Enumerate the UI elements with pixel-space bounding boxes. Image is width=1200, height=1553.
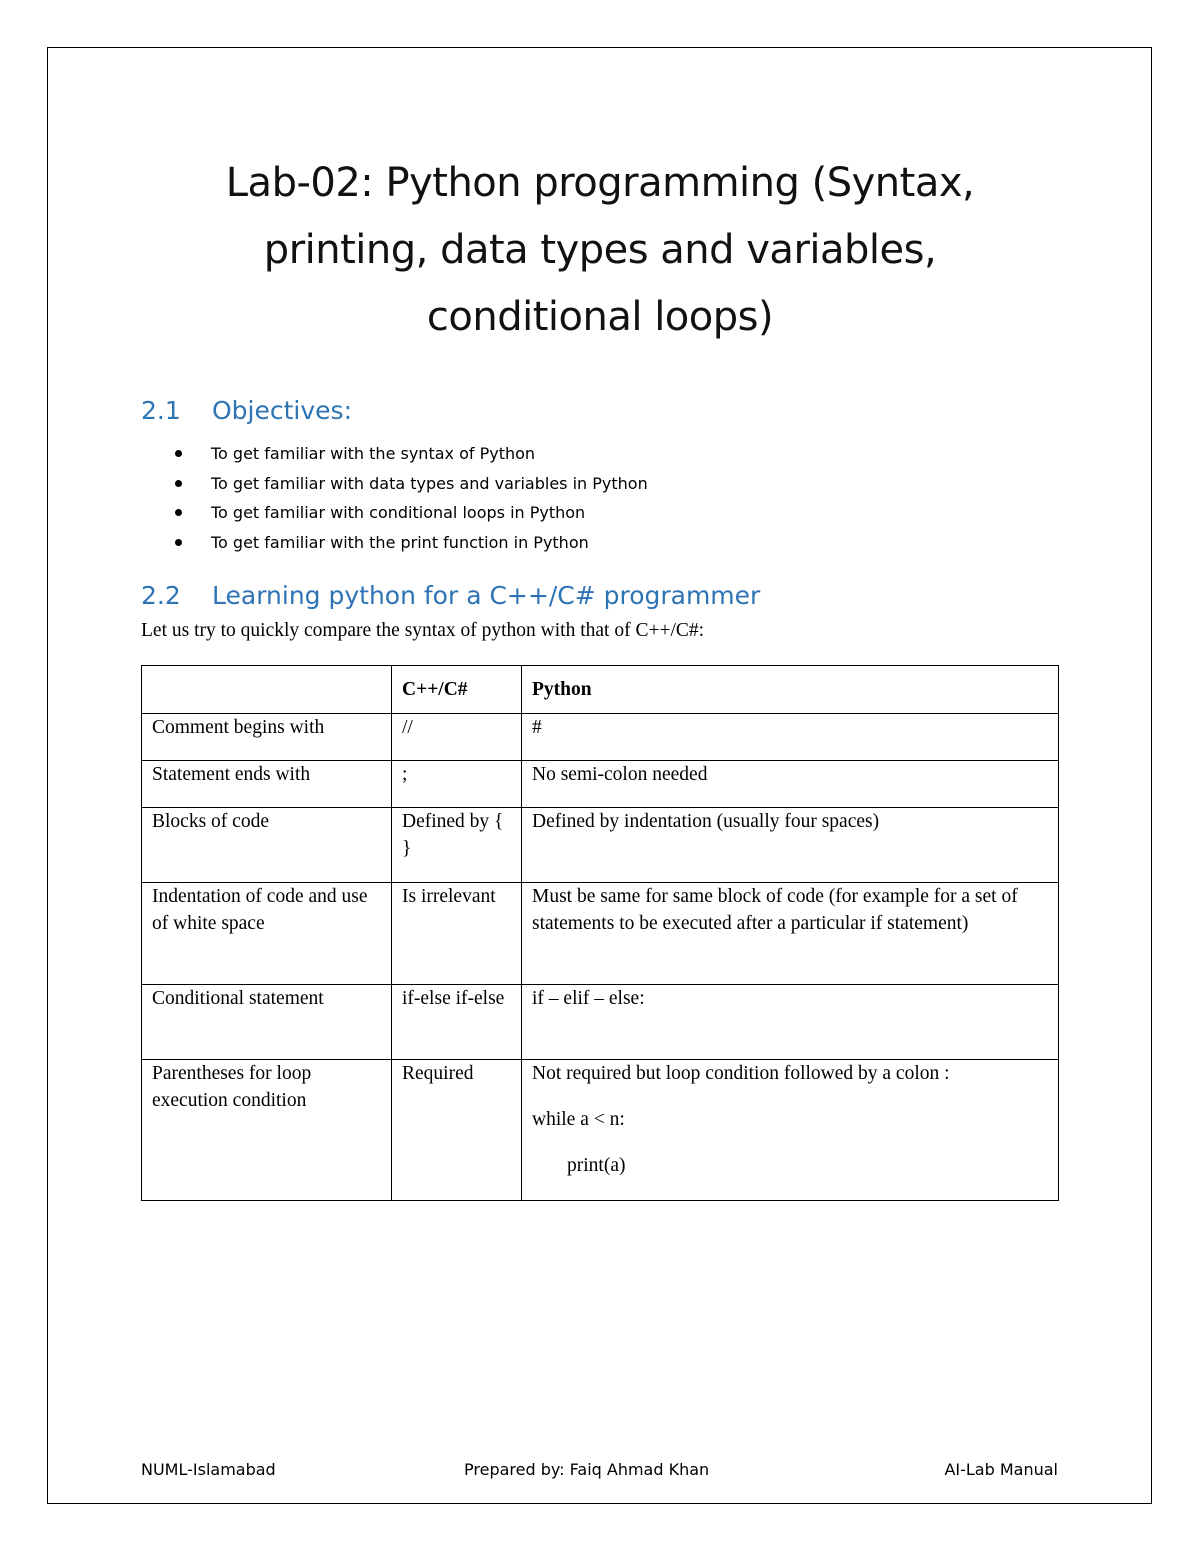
list-item: [175, 469, 648, 499]
table-cell: #: [522, 714, 1059, 761]
table-cell: //: [392, 714, 522, 761]
intro-paragraph: Let us try to quickly compare the syntax of python with that of C++/C#:: [141, 620, 705, 641]
section-number: 2.2: [141, 581, 181, 610]
code-line: while a < n:: [532, 1109, 625, 1130]
comparison-table: [141, 665, 1059, 1201]
table-row: [142, 761, 1059, 808]
bullet-icon: [175, 450, 182, 457]
footer-right: AI-Lab Manual: [944, 1460, 1058, 1479]
table-cell-text: Not required but loop condition followed by a colon :: [532, 1063, 950, 1084]
objectives-list: [175, 439, 648, 558]
footer-left: NUML-Islamabad: [141, 1460, 276, 1479]
table-cell: [522, 1060, 1059, 1201]
table-cell: Must be same for same block of code (for example for a set of statements to be executed after a particular if statement): [522, 883, 1059, 985]
list-item-text: To get familiar with data types and variables in Python: [211, 473, 648, 493]
table-cell: Statement ends with: [142, 761, 392, 808]
list-item-text: To get familiar with the syntax of Python: [211, 444, 536, 463]
bullet-icon: [175, 509, 182, 516]
table-header-cell: [142, 666, 392, 714]
code-line-indented: print(a): [567, 1155, 626, 1176]
list-item: [175, 498, 648, 528]
table-cell: Defined by { }: [392, 808, 522, 883]
table-cell: if-else if-else: [392, 985, 522, 1060]
bullet-icon: [175, 539, 182, 546]
table-row: [142, 808, 1059, 883]
list-item-text: To get familiar with conditional loops in Python: [211, 503, 586, 523]
title-line-2: printing, data types and variables,: [263, 227, 937, 273]
table-header-row: [142, 666, 1059, 714]
section-title: Learning python for a C++/C# programmer: [212, 581, 761, 610]
table-row: [142, 883, 1059, 985]
section-heading-learning-python: [141, 581, 760, 610]
list-item-text: To get familiar with the print function in Python: [211, 533, 589, 553]
section-number: 2.1: [141, 396, 181, 425]
table-row: [142, 985, 1059, 1060]
title-line-1: Lab-02: Python programming (Syntax,: [225, 160, 975, 206]
table-cell: if – elif – else:: [522, 985, 1059, 1060]
table-cell: No semi-colon needed: [522, 761, 1059, 808]
list-item: [175, 528, 648, 558]
table-cell: ;: [392, 761, 522, 808]
table-cell: Conditional statement: [142, 985, 392, 1060]
table-header-cell: C++/C#: [392, 666, 522, 714]
table-header-cell: Python: [522, 666, 1059, 714]
title-line-3: conditional loops): [426, 294, 774, 340]
list-item: [175, 439, 648, 469]
table-cell: Is irrelevant: [392, 883, 522, 985]
table-cell: Comment begins with: [142, 714, 392, 761]
table-row: [142, 714, 1059, 761]
table-cell: Indentation of code and use of white space: [142, 883, 392, 985]
section-heading-objectives: [141, 396, 352, 425]
footer-center: Prepared by: Faiq Ahmad Khan: [464, 1460, 710, 1479]
table-cell: Required: [392, 1060, 522, 1201]
table-cell: Parentheses for loop execution condition: [142, 1060, 392, 1201]
table-cell: Blocks of code: [142, 808, 392, 883]
page-title: [140, 150, 1060, 351]
bullet-icon: [175, 480, 182, 487]
table-row: [142, 1060, 1059, 1201]
section-title: Objectives:: [212, 396, 352, 425]
table-cell: Defined by indentation (usually four spaces): [522, 808, 1059, 883]
